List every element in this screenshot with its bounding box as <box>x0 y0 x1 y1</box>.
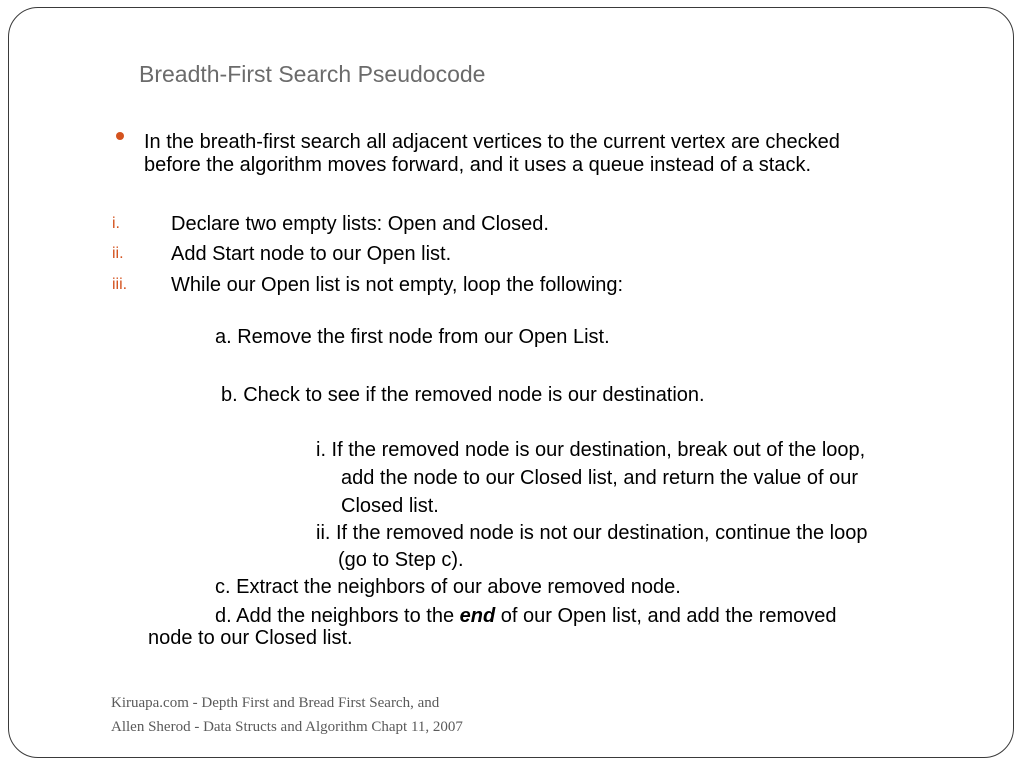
substep-c: c. Extract the neighbors of our above removed node. <box>215 576 681 598</box>
substep-b-i-line-1: i. If the removed node is our destination, break out of the loop, <box>316 439 866 461</box>
slide-title: Breadth-First Search Pseudocode <box>139 61 486 87</box>
substep-a: a. Remove the first node from our Open List. <box>215 326 610 348</box>
intro-line-1: In the breath-first search all adjacent vertices to the current vertex are checked <box>144 131 840 153</box>
substep-b-i-line-3: Closed list. <box>341 495 439 517</box>
bullet-dot-icon <box>116 132 124 140</box>
footer-source-line-1: Kiruapa.com - Depth First and Bread First Search, and <box>111 695 440 711</box>
footer-source-line-2: Allen Sherod - Data Structs and Algorithm Chapt 11, 2007 <box>111 719 463 735</box>
intro-line-2: before the algorithm moves forward, and it uses a queue instead of a stack. <box>144 154 812 176</box>
intro-bullet <box>144 131 840 177</box>
step-numeral-3: iii. <box>112 276 128 293</box>
step-numeral-1: i. <box>112 215 120 232</box>
substep-d-line-1 <box>215 605 837 628</box>
step-numeral-2: ii. <box>112 245 124 262</box>
substep-b-i-line-2: add the node to our Closed list, and return the value of our <box>341 467 859 489</box>
substep-d-suffix: of our Open list, and add the removed <box>495 605 837 627</box>
substep-d-prefix: d. Add the neighbors to the <box>215 605 460 627</box>
substep-d-line-2: node to our Closed list. <box>148 627 353 649</box>
step-1: Declare two empty lists: Open and Closed. <box>171 213 549 235</box>
substep-b-ii-line-1: ii. If the removed node is not our destination, continue the loop <box>316 522 868 544</box>
substep-b: b. Check to see if the removed node is our destination. <box>221 384 705 406</box>
step-3: While our Open list is not empty, loop the following: <box>171 274 624 296</box>
substep-b-ii-line-2: (go to Step c). <box>338 549 464 571</box>
substep-d-emphasis: end <box>459 605 496 627</box>
step-2: Add Start node to our Open list. <box>171 243 452 265</box>
